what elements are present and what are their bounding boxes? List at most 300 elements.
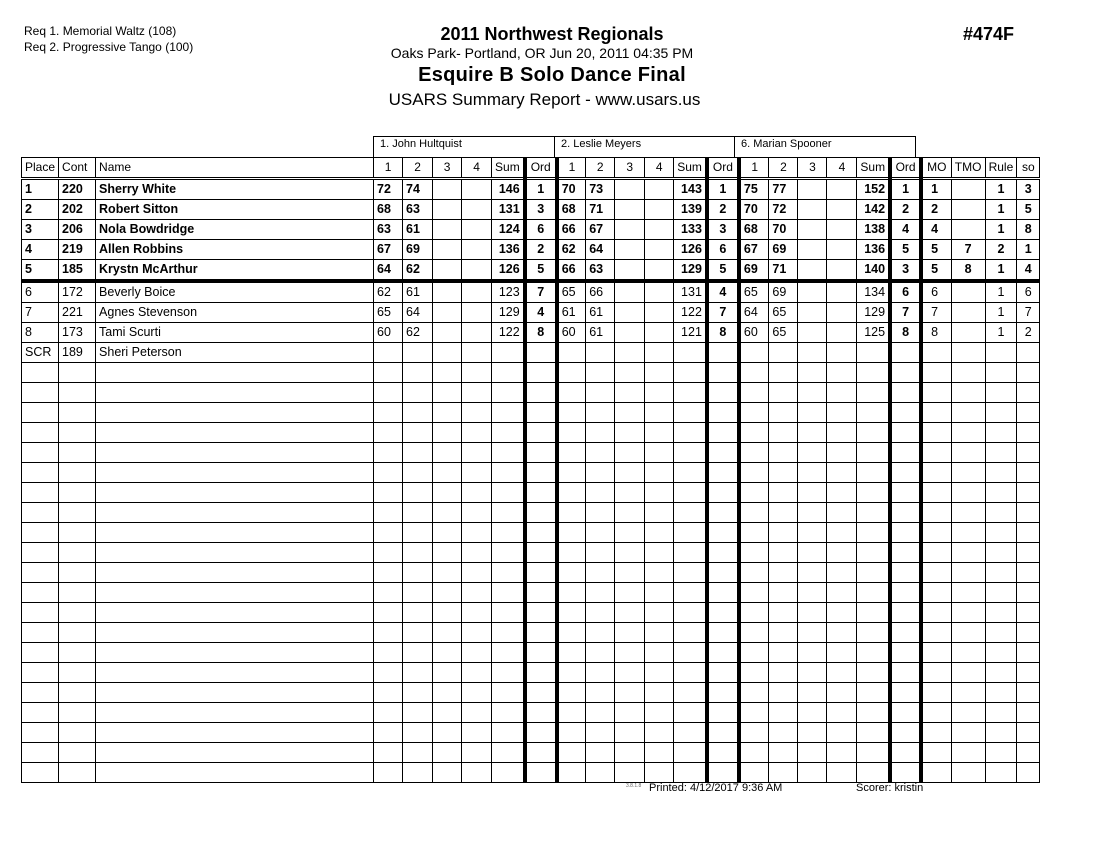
judge1-s3-cell xyxy=(433,683,462,703)
judge1-ord-cell xyxy=(525,523,557,543)
judge1-s1-cell xyxy=(374,763,403,783)
judge3-s1-cell: 69 xyxy=(739,260,769,282)
judge1-s3-cell xyxy=(433,723,462,743)
judge3-ord-cell: 8 xyxy=(890,323,921,343)
judge1-s1-cell: 63 xyxy=(374,220,403,240)
judge2-sum-cell xyxy=(674,443,707,463)
empty-row xyxy=(22,423,1040,443)
rule-cell xyxy=(985,723,1017,743)
rule-cell xyxy=(985,623,1017,643)
judge1-s2-cell xyxy=(403,343,433,363)
judge3-sum-cell xyxy=(857,463,890,483)
judge1-s1-cell xyxy=(374,603,403,623)
judge2-ord-cell: 1 xyxy=(707,179,739,200)
judge2-s4-cell xyxy=(645,403,674,423)
judge2-s1-cell xyxy=(557,423,586,443)
judge1-ord-cell xyxy=(525,603,557,623)
judge2-s3-cell xyxy=(615,463,645,483)
judge3-s2-cell xyxy=(769,543,798,563)
judge2-s1-cell xyxy=(557,383,586,403)
judge3-sum-cell xyxy=(857,343,890,363)
judge1-ord-cell: 5 xyxy=(525,260,557,282)
judge1-s1-cell xyxy=(374,463,403,483)
col-judge1-0: 1 xyxy=(374,158,403,179)
judge1-s4-cell xyxy=(462,260,492,282)
judge2-sum-cell xyxy=(674,343,707,363)
judge1-s2-cell xyxy=(403,663,433,683)
cont-cell xyxy=(59,603,96,623)
judge3-s4-cell xyxy=(827,363,857,383)
so-cell xyxy=(1017,623,1040,643)
judge1-s3-cell xyxy=(433,703,462,723)
judge2-s3-cell xyxy=(615,683,645,703)
judge1-sum-cell xyxy=(492,443,525,463)
judge3-s2-cell xyxy=(769,643,798,663)
name-cell xyxy=(96,523,374,543)
col-judge1-3: 4 xyxy=(462,158,492,179)
judge3-sum-cell xyxy=(857,503,890,523)
judge2-s3-cell xyxy=(615,403,645,423)
table-row xyxy=(22,200,1040,220)
col-so: so xyxy=(1017,158,1040,179)
judge1-s4-cell xyxy=(462,523,492,543)
judge1-ord-cell xyxy=(525,683,557,703)
judge3-ord-cell xyxy=(890,563,921,583)
judge1-s4-cell xyxy=(462,240,492,260)
tmo-cell xyxy=(951,281,985,303)
judge3-s4-cell xyxy=(827,240,857,260)
judge3-s1-cell xyxy=(739,603,769,623)
so-cell xyxy=(1017,443,1040,463)
judge1-ord-cell: 8 xyxy=(525,323,557,343)
judge3-s1-cell: 60 xyxy=(739,323,769,343)
judge3-sum-cell xyxy=(857,443,890,463)
judge1-ord-cell xyxy=(525,583,557,603)
judge2-s2-cell xyxy=(586,343,615,363)
judge1-sum-cell xyxy=(492,383,525,403)
judge3-ord-cell xyxy=(890,483,921,503)
judge3-s2-cell xyxy=(769,663,798,683)
judge3-s2-cell: 77 xyxy=(769,179,798,200)
judge1-s1-cell xyxy=(374,723,403,743)
judge2-s1-cell xyxy=(557,523,586,543)
judge2-s1-cell: 61 xyxy=(557,303,586,323)
tmo-cell xyxy=(951,563,985,583)
col-judge3-5: Ord xyxy=(890,158,921,179)
competition-title: 2011 Northwest Regionals xyxy=(440,24,664,44)
tmo-cell xyxy=(951,179,985,200)
mo-cell xyxy=(921,583,951,603)
mo-cell: 8 xyxy=(921,323,951,343)
judge1-s4-cell xyxy=(462,563,492,583)
judge2-s1-cell xyxy=(557,703,586,723)
mo-cell xyxy=(921,543,951,563)
judge1-ord-cell xyxy=(525,503,557,523)
cont-cell: 189 xyxy=(59,343,96,363)
judge3-s2-cell xyxy=(769,623,798,643)
judge2-s3-cell xyxy=(615,723,645,743)
judge2-s2-cell xyxy=(586,463,615,483)
judge1-s1-cell: 72 xyxy=(374,179,403,200)
judge1-s3-cell xyxy=(433,383,462,403)
judge3-sum-cell: 138 xyxy=(857,220,890,240)
judge1-sum-cell xyxy=(492,703,525,723)
judge3-s1-cell xyxy=(739,483,769,503)
judge2-s3-cell xyxy=(615,503,645,523)
judge3-sum-cell xyxy=(857,543,890,563)
judge3-s4-cell xyxy=(827,543,857,563)
mo-cell xyxy=(921,503,951,523)
judge2-ord-cell xyxy=(707,703,739,723)
judge2-s3-cell xyxy=(615,483,645,503)
judge3-s1-cell: 64 xyxy=(739,303,769,323)
judge2-s1-cell xyxy=(557,623,586,643)
judge2-s1-cell: 62 xyxy=(557,240,586,260)
tmo-cell xyxy=(951,323,985,343)
judge2-s2-cell xyxy=(586,383,615,403)
tmo-cell xyxy=(951,343,985,363)
so-cell: 2 xyxy=(1017,323,1040,343)
judge1-s3-cell xyxy=(433,563,462,583)
judge3-s1-cell xyxy=(739,523,769,543)
judge1-s2-cell xyxy=(403,703,433,723)
rule-cell: 1 xyxy=(985,200,1017,220)
rule-cell xyxy=(985,383,1017,403)
judge1-s1-cell xyxy=(374,623,403,643)
judge1-sum-cell xyxy=(492,723,525,743)
tmo-cell xyxy=(951,723,985,743)
judge3-s4-cell xyxy=(827,603,857,623)
scorer-label: Scorer: kristin xyxy=(856,782,924,794)
name-cell: Agnes Stevenson xyxy=(96,303,374,323)
judge2-s4-cell xyxy=(645,463,674,483)
judge1-sum-cell: 123 xyxy=(492,281,525,303)
cont-cell xyxy=(59,663,96,683)
judge1-s1-cell: 67 xyxy=(374,240,403,260)
tmo-cell xyxy=(951,503,985,523)
cont-cell xyxy=(59,723,96,743)
judge2-sum-cell xyxy=(674,363,707,383)
judge-1-header: 1. John Hultquist xyxy=(373,136,555,157)
judge3-s4-cell xyxy=(827,563,857,583)
judge1-s4-cell xyxy=(462,220,492,240)
so-cell xyxy=(1017,383,1040,403)
rule-cell xyxy=(985,743,1017,763)
cont-cell xyxy=(59,643,96,663)
judge3-ord-cell xyxy=(890,623,921,643)
cont-cell xyxy=(59,543,96,563)
judge3-sum-cell: 129 xyxy=(857,303,890,323)
name-cell xyxy=(96,643,374,663)
judge3-ord-cell xyxy=(890,703,921,723)
col-judge1-4: Sum xyxy=(492,158,525,179)
judge2-s4-cell xyxy=(645,663,674,683)
judge2-s2-cell xyxy=(586,583,615,603)
judge2-s2-cell: 66 xyxy=(586,281,615,303)
judge-3-header: 6. Marian Spooner xyxy=(734,136,916,157)
judge2-sum-cell: 126 xyxy=(674,240,707,260)
rule-cell: 1 xyxy=(985,179,1017,200)
col-cont: Cont xyxy=(59,158,96,179)
judge1-s4-cell xyxy=(462,503,492,523)
judge2-s2-cell: 71 xyxy=(586,200,615,220)
judge1-s3-cell xyxy=(433,583,462,603)
judge3-s3-cell xyxy=(798,723,827,743)
judge1-s1-cell xyxy=(374,483,403,503)
judge2-s2-cell xyxy=(586,643,615,663)
judge1-sum-cell: 129 xyxy=(492,303,525,323)
empty-row xyxy=(22,643,1040,663)
judge2-s2-cell xyxy=(586,543,615,563)
judge3-ord-cell: 6 xyxy=(890,281,921,303)
judge2-sum-cell: 121 xyxy=(674,323,707,343)
place-cell xyxy=(22,743,59,763)
judge1-sum-cell xyxy=(492,343,525,363)
judge2-sum-cell: 122 xyxy=(674,303,707,323)
judge2-s1-cell: 66 xyxy=(557,260,586,282)
judge2-sum-cell xyxy=(674,623,707,643)
cont-cell: 206 xyxy=(59,220,96,240)
judge2-ord-cell xyxy=(707,543,739,563)
judge3-s4-cell xyxy=(827,463,857,483)
mo-cell: 5 xyxy=(921,240,951,260)
table-row xyxy=(22,240,1040,260)
cont-cell xyxy=(59,583,96,603)
tmo-cell xyxy=(951,383,985,403)
empty-row xyxy=(22,763,1040,783)
name-cell xyxy=(96,623,374,643)
judge3-s2-cell xyxy=(769,423,798,443)
mo-cell xyxy=(921,703,951,723)
judge1-s2-cell: 69 xyxy=(403,240,433,260)
judge3-s1-cell xyxy=(739,583,769,603)
judge3-s4-cell xyxy=(827,763,857,783)
judge3-s2-cell xyxy=(769,763,798,783)
judge1-ord-cell xyxy=(525,483,557,503)
column-header-row xyxy=(22,158,1040,179)
place-cell: 3 xyxy=(22,220,59,240)
judge1-s4-cell xyxy=(462,583,492,603)
judge2-ord-cell xyxy=(707,723,739,743)
judge2-sum-cell xyxy=(674,423,707,443)
judge2-ord-cell: 8 xyxy=(707,323,739,343)
judge3-ord-cell xyxy=(890,743,921,763)
cont-cell xyxy=(59,523,96,543)
judge1-ord-cell: 3 xyxy=(525,200,557,220)
judge1-s2-cell xyxy=(403,763,433,783)
judge3-s3-cell xyxy=(798,683,827,703)
judge3-s4-cell xyxy=(827,179,857,200)
event-title: Esquire B Solo Dance Final xyxy=(418,64,686,86)
mo-cell xyxy=(921,743,951,763)
rule-cell: 1 xyxy=(985,281,1017,303)
judge2-sum-cell xyxy=(674,403,707,423)
judge1-s1-cell xyxy=(374,343,403,363)
judge3-ord-cell: 4 xyxy=(890,220,921,240)
judge3-s2-cell xyxy=(769,583,798,603)
judge1-s4-cell xyxy=(462,603,492,623)
report-title: USARS Summary Report - www.usars.us xyxy=(388,90,701,109)
name-cell xyxy=(96,543,374,563)
judge1-s2-cell xyxy=(403,543,433,563)
cont-cell: 202 xyxy=(59,200,96,220)
judge1-s1-cell: 68 xyxy=(374,200,403,220)
empty-row xyxy=(22,663,1040,683)
judge3-ord-cell xyxy=(890,583,921,603)
mo-cell xyxy=(921,523,951,543)
judge2-s3-cell xyxy=(615,603,645,623)
judge1-s1-cell xyxy=(374,643,403,663)
col-place: Place xyxy=(22,158,59,179)
place-cell xyxy=(22,523,59,543)
judge3-s4-cell xyxy=(827,623,857,643)
judge2-s4-cell xyxy=(645,723,674,743)
so-cell xyxy=(1017,763,1040,783)
judge1-sum-cell xyxy=(492,523,525,543)
judge2-sum-cell xyxy=(674,523,707,543)
judge2-sum-cell xyxy=(674,603,707,623)
name-cell: Allen Robbins xyxy=(96,240,374,260)
judge2-s3-cell xyxy=(615,179,645,200)
judge1-s4-cell xyxy=(462,683,492,703)
judge2-sum-cell: 143 xyxy=(674,179,707,200)
judge3-sum-cell xyxy=(857,563,890,583)
judge1-s1-cell: 62 xyxy=(374,281,403,303)
so-cell xyxy=(1017,403,1040,423)
judge1-sum-cell: 124 xyxy=(492,220,525,240)
empty-row xyxy=(22,563,1040,583)
name-cell xyxy=(96,563,374,583)
rule-cell xyxy=(985,403,1017,423)
judge1-ord-cell xyxy=(525,763,557,783)
judge2-s3-cell xyxy=(615,543,645,563)
rule-cell xyxy=(985,463,1017,483)
so-cell xyxy=(1017,603,1040,623)
judge2-ord-cell xyxy=(707,523,739,543)
judge2-s1-cell xyxy=(557,543,586,563)
judge1-s4-cell xyxy=(462,343,492,363)
judge1-s1-cell xyxy=(374,703,403,723)
judge1-s3-cell xyxy=(433,643,462,663)
judge3-ord-cell xyxy=(890,683,921,703)
judge2-s1-cell xyxy=(557,583,586,603)
judge3-s3-cell xyxy=(798,663,827,683)
judge3-s2-cell xyxy=(769,683,798,703)
judge2-s4-cell xyxy=(645,503,674,523)
judge1-sum-cell xyxy=(492,743,525,763)
judge1-s2-cell: 62 xyxy=(403,260,433,282)
judge3-s1-cell xyxy=(739,543,769,563)
judge3-s2-cell xyxy=(769,403,798,423)
cont-cell xyxy=(59,383,96,403)
judge1-ord-cell xyxy=(525,343,557,363)
judge1-s1-cell xyxy=(374,663,403,683)
judge2-ord-cell xyxy=(707,603,739,623)
judge2-s1-cell xyxy=(557,463,586,483)
cont-cell xyxy=(59,363,96,383)
judge3-sum-cell: 134 xyxy=(857,281,890,303)
judge2-s3-cell xyxy=(615,643,645,663)
judge1-sum-cell xyxy=(492,423,525,443)
table-row xyxy=(22,220,1040,240)
cont-cell xyxy=(59,483,96,503)
judge1-sum-cell: 122 xyxy=(492,323,525,343)
judge3-ord-cell xyxy=(890,543,921,563)
judge1-ord-cell: 1 xyxy=(525,179,557,200)
judge3-s1-cell xyxy=(739,663,769,683)
judge3-s3-cell xyxy=(798,200,827,220)
judge3-s2-cell xyxy=(769,443,798,463)
judge3-sum-cell: 140 xyxy=(857,260,890,282)
judge3-ord-cell xyxy=(890,523,921,543)
judge1-ord-cell: 4 xyxy=(525,303,557,323)
name-cell xyxy=(96,763,374,783)
place-cell xyxy=(22,483,59,503)
judge3-s2-cell xyxy=(769,523,798,543)
judge3-s2-cell xyxy=(769,603,798,623)
judge3-s1-cell xyxy=(739,563,769,583)
judge2-s4-cell xyxy=(645,323,674,343)
judge1-sum-cell xyxy=(492,463,525,483)
judge1-s2-cell: 63 xyxy=(403,200,433,220)
judge2-sum-cell xyxy=(674,683,707,703)
table-row xyxy=(22,179,1040,200)
judge2-s1-cell: 68 xyxy=(557,200,586,220)
rule-cell xyxy=(985,423,1017,443)
judge1-s4-cell xyxy=(462,281,492,303)
judge2-ord-cell: 2 xyxy=(707,200,739,220)
rule-cell xyxy=(985,363,1017,383)
judge2-s2-cell xyxy=(586,483,615,503)
judge3-s3-cell xyxy=(798,220,827,240)
judge1-s3-cell xyxy=(433,403,462,423)
judge1-ord-cell xyxy=(525,403,557,423)
judge2-s3-cell xyxy=(615,281,645,303)
rule-cell xyxy=(985,683,1017,703)
judge1-s4-cell xyxy=(462,543,492,563)
cont-cell: 173 xyxy=(59,323,96,343)
so-cell: 5 xyxy=(1017,200,1040,220)
judge1-s2-cell xyxy=(403,383,433,403)
judge3-s3-cell xyxy=(798,363,827,383)
judge2-s1-cell xyxy=(557,743,586,763)
judge2-sum-cell xyxy=(674,583,707,603)
judge3-s2-cell: 69 xyxy=(769,281,798,303)
judge2-ord-cell xyxy=(707,763,739,783)
judge1-s2-cell xyxy=(403,503,433,523)
place-cell xyxy=(22,503,59,523)
mo-cell: 7 xyxy=(921,303,951,323)
rule-cell xyxy=(985,703,1017,723)
judge2-s1-cell xyxy=(557,643,586,663)
rule-cell: 1 xyxy=(985,220,1017,240)
judge2-s4-cell xyxy=(645,703,674,723)
judge3-ord-cell: 7 xyxy=(890,303,921,323)
judge2-s3-cell xyxy=(615,260,645,282)
name-cell xyxy=(96,583,374,603)
judge3-s1-cell: 68 xyxy=(739,220,769,240)
mo-cell xyxy=(921,623,951,643)
cont-cell: 221 xyxy=(59,303,96,323)
mo-cell xyxy=(921,663,951,683)
judge1-sum-cell xyxy=(492,543,525,563)
judge1-s4-cell xyxy=(462,663,492,683)
judge2-ord-cell xyxy=(707,383,739,403)
cont-cell xyxy=(59,743,96,763)
judge2-s2-cell xyxy=(586,723,615,743)
name-cell: Nola Bowdridge xyxy=(96,220,374,240)
judge3-sum-cell xyxy=(857,623,890,643)
